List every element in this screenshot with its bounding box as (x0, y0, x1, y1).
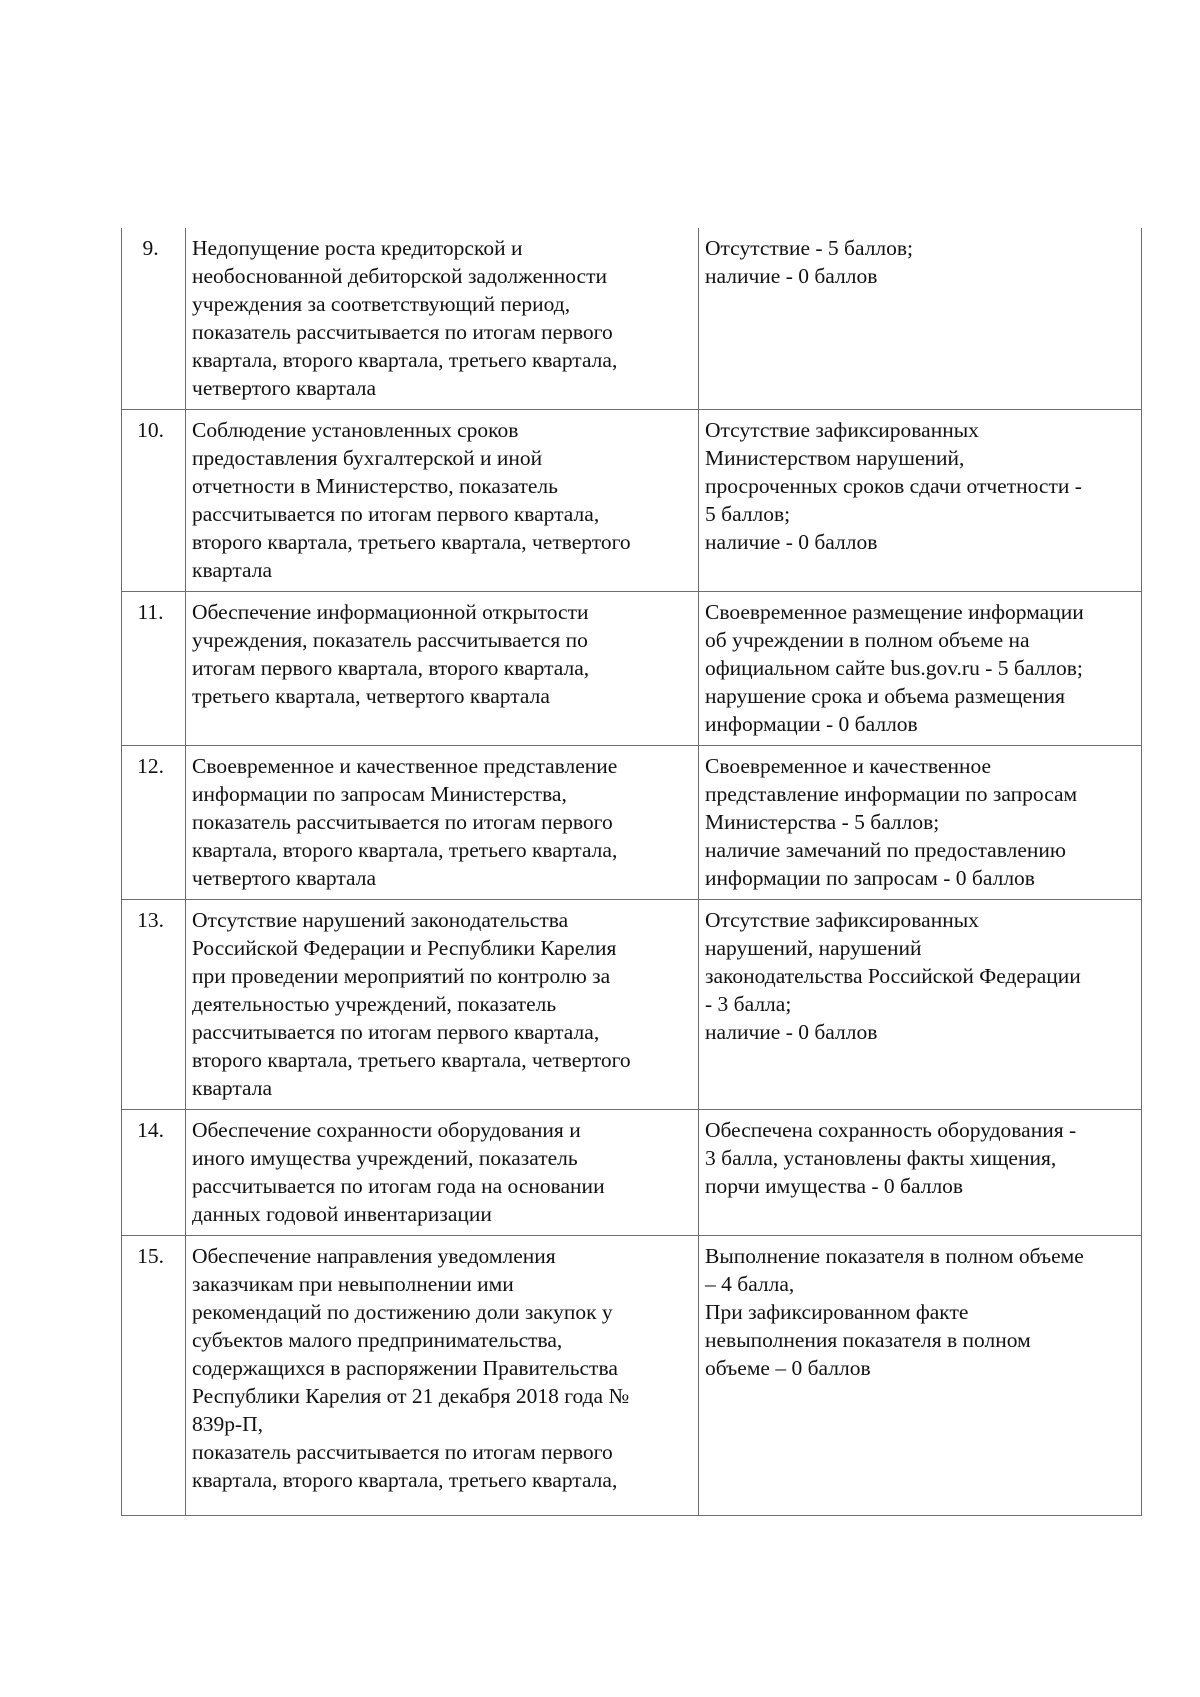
indicator-score: Выполнение показателя в полном объеме – 4 балла, При зафиксированном факте невыполнения показателя в полном объеме – 0 баллов (699, 1236, 1142, 1516)
row-number: 9. (122, 228, 186, 410)
table-row (122, 228, 1142, 410)
indicator-description: Обеспечение информационной открытости учреждения, показатель рассчитывается по итогам первого квартала, второго квартала, третьего квартала, четвертого квартала (186, 592, 699, 746)
row-number: 14. (122, 1110, 186, 1236)
table-row (122, 1110, 1142, 1236)
table-row (122, 746, 1142, 900)
row-number: 12. (122, 746, 186, 900)
indicator-description: Обеспечение сохранности оборудования и иного имущества учреждений, показатель рассчитывается по итогам года на основании данных годовой инвентаризации (186, 1110, 699, 1236)
indicator-score: Отсутствие - 5 баллов; наличие - 0 баллов (699, 228, 1142, 410)
indicator-description: Недопущение роста кредиторской и необоснованной дебиторской задолженности учреждения за соответствующий период, показатель рассчитывается по итогам первого квартала, второго квартала, третьего квартала, четвертого квартала (186, 228, 699, 410)
indicator-score: Обеспечена сохранность оборудования - 3 балла, установлены факты хищения, порчи имущества - 0 баллов (699, 1110, 1142, 1236)
indicator-description: Своевременное и качественное представление информации по запросам Министерства, показатель рассчитывается по итогам первого квартала, второго квартала, третьего квартала, четвертого квартала (186, 746, 699, 900)
row-number: 11. (122, 592, 186, 746)
indicator-description: Обеспечение направления уведомления заказчикам при невыполнении ими рекомендаций по достижению доли закупок у субъектов малого предпринимательства, содержащихся в распоряжении Правительства Республики Карелия от 21 декабря 2018 года № 839р-П, показатель рассчитывается по итогам первого квартала, второго квартала, третьего квартала, (186, 1236, 699, 1516)
indicator-score: Отсутствие зафиксированных Министерством нарушений, просроченных сроков сдачи отчетности - 5 баллов; наличие - 0 баллов (699, 410, 1142, 592)
table-row (122, 410, 1142, 592)
indicator-score: Своевременное и качественное представление информации по запросам Министерства - 5 баллов; наличие замечаний по предоставлению информации по запросам - 0 баллов (699, 746, 1142, 900)
table-row (122, 592, 1142, 746)
indicator-score: Отсутствие зафиксированных нарушений, нарушений законодательства Российской Федерации - 3 балла; наличие - 0 баллов (699, 900, 1142, 1110)
criteria-table (121, 228, 1142, 1516)
indicator-description: Соблюдение установленных сроков предоставления бухгалтерской и иной отчетности в Министерство, показатель рассчитывается по итогам первого квартала, второго квартала, третьего квартала, четвертого квартала (186, 410, 699, 592)
indicator-score: Своевременное размещение информации об учреждении в полном объеме на официальном сайте bus.gov.ru - 5 баллов; нарушение срока и объема размещения информации - 0 баллов (699, 592, 1142, 746)
row-number: 10. (122, 410, 186, 592)
row-number: 15. (122, 1236, 186, 1516)
table-row (122, 1236, 1142, 1516)
row-number: 13. (122, 900, 186, 1110)
indicator-description: Отсутствие нарушений законодательства Российской Федерации и Республики Карелия при проведении мероприятий по контролю за деятельностью учреждений, показатель рассчитывается по итогам первого квартала, второго квартала, третьего квартала, четвертого квартала (186, 900, 699, 1110)
table-row (122, 900, 1142, 1110)
